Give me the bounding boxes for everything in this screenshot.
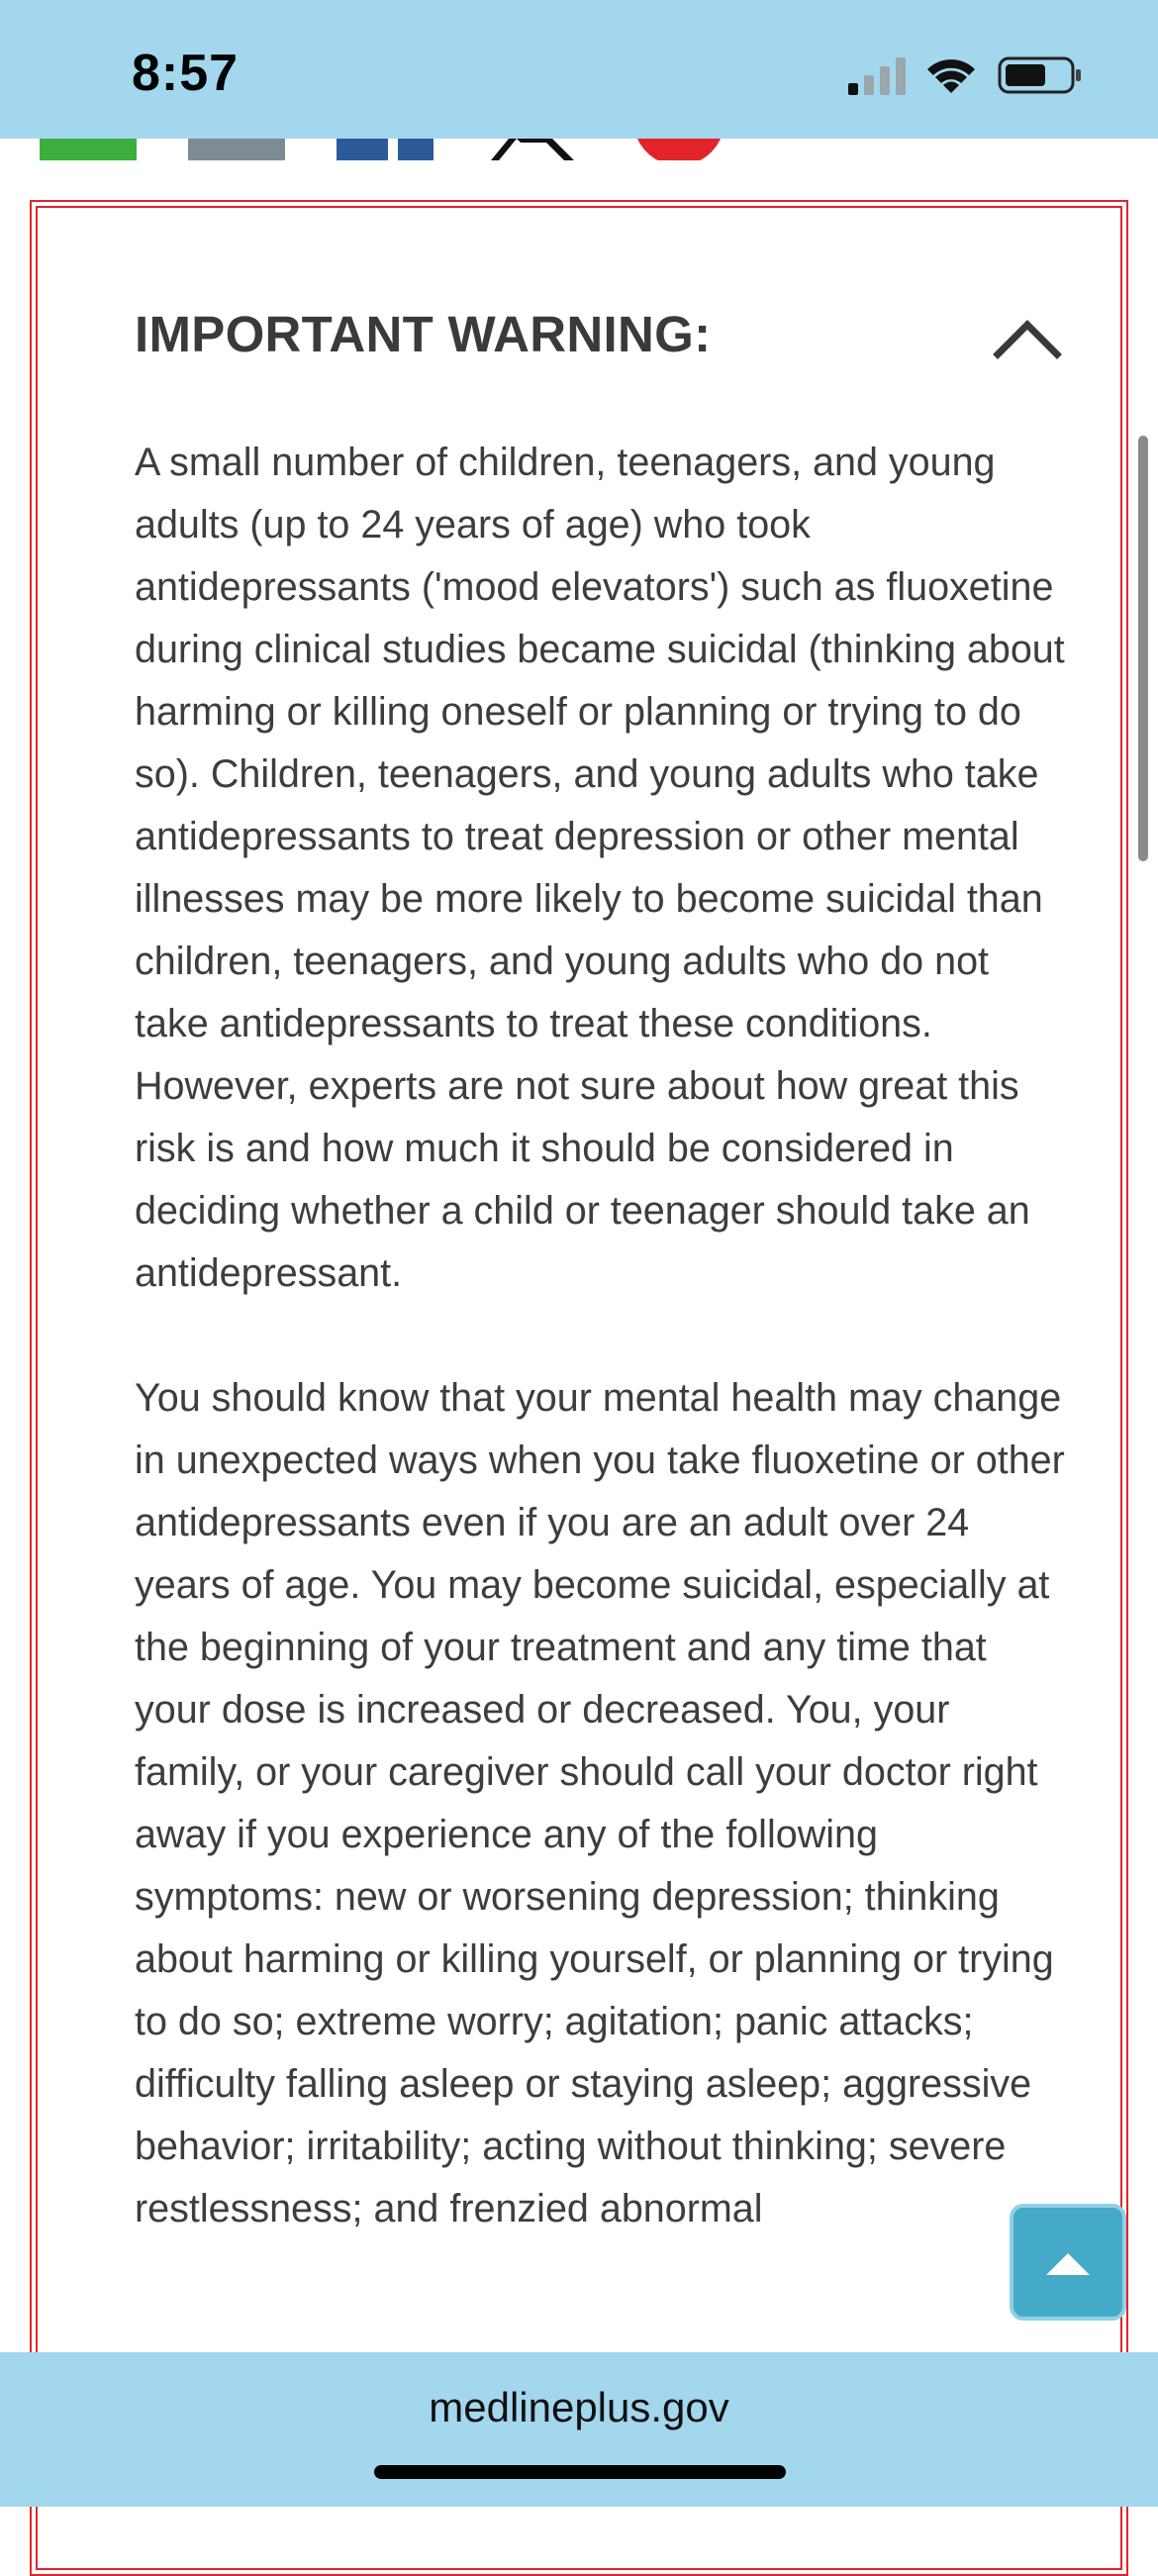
- email-icon[interactable]: [188, 139, 285, 160]
- facebook-icon[interactable]: [337, 139, 434, 160]
- status-time: 8:57: [132, 45, 240, 102]
- status-bar: [0, 0, 1158, 139]
- collapse-warning-button[interactable]: [990, 309, 1065, 368]
- home-indicator[interactable]: [374, 2465, 786, 2479]
- x-icon[interactable]: [483, 139, 582, 160]
- page-scrollbar[interactable]: [1138, 436, 1148, 861]
- share-icons-bar: [0, 139, 1158, 160]
- wifi-icon: [925, 55, 977, 95]
- warning-paragraph: A small number of children, teenagers, and young adults (up to 24 years of age) who took antidepressants ('mood elevators') such as fluoxetine during clinical studies became suicidal (thinking about harming or killing oneself or planning or trying to do so). Children, teenagers, and young adults who take antidepressants to treat depression or other mental illnesses may be more likely to become suicidal than children, teenagers, and young adults who do not take antidepressants to treat these conditions. However, experts are not sure about how great this risk is and how much it should be considered in deciding whether a child or teenager should take an antidepressant.: [135, 441, 1065, 1295]
- battery-icon: [998, 55, 1083, 95]
- browser-url[interactable]: medlineplus.gov: [429, 2384, 729, 2430]
- back-to-top-button[interactable]: [1010, 2204, 1126, 2321]
- warning-body: [135, 432, 1065, 2303]
- cellular-signal-icon: [846, 55, 908, 95]
- warning-title: IMPORTANT WARNING:: [135, 306, 712, 362]
- warning-paragraph: You should know that your mental health may change in unexpected ways when you take fluoxetine or other antidepressants even if you are an adult over 24 years of age. You may become suicidal, especially at the beginning of your treatment and any time that your dose is increased or decreased. You, your family, or your caregiver should call your doctor right away if you experience any of the following symptoms: new or worsening depression; thinking about harming or killing yourself, or planning or trying to do so; extreme worry; agitation; panic attacks; difficulty falling asleep or staying asleep; aggressive behavior; irritability; acting without thinking; severe restlessness; and frenzied abnormal: [135, 1376, 1065, 2230]
- pinterest-icon[interactable]: [633, 139, 724, 160]
- triangle-up-icon: [1013, 2208, 1122, 2317]
- share-green-icon[interactable]: [40, 139, 137, 160]
- chevron-up-icon: [990, 309, 1065, 368]
